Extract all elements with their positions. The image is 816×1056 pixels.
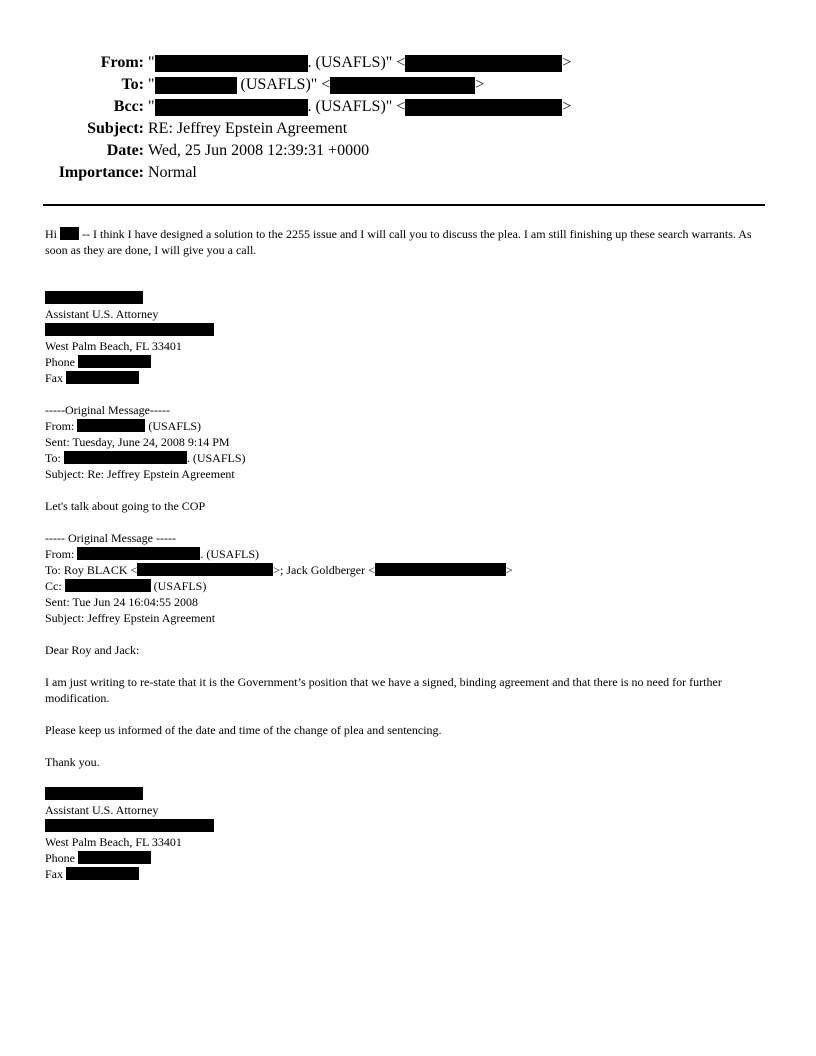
original-to: To: Roy BLACK < >; Jack Goldberger < > xyxy=(45,563,513,577)
signature-phone: Phone xyxy=(45,850,765,866)
bcc-org: . (USAFLS)" < xyxy=(307,98,406,115)
redaction-bar xyxy=(330,77,475,94)
redaction-bar xyxy=(65,579,151,592)
date-value: Wed, 25 Jun 2008 12:39:31 +0000 xyxy=(148,142,370,159)
redaction-bar xyxy=(155,99,308,116)
original-message-2 xyxy=(45,530,765,770)
importance-label: Importance: xyxy=(58,164,144,181)
original-from: From: . (USAFLS) xyxy=(45,547,260,561)
bcc-close: > xyxy=(562,98,572,115)
from-label: From: xyxy=(100,54,144,71)
redaction-bar xyxy=(155,55,308,72)
original-sent: Sent: Tue Jun 24 16:04:55 2008 xyxy=(45,595,199,609)
to-label: To: xyxy=(121,76,144,93)
letter-closing: Thank you. xyxy=(45,755,100,769)
original-subject: Subject: Jeffrey Epstein Agreement xyxy=(45,611,216,625)
to-quote: " xyxy=(148,76,155,93)
redaction-bar xyxy=(64,451,187,464)
original-subject: Subject: Re: Jeffrey Epstein Agreement xyxy=(45,467,235,481)
signature-title: Assistant U.S. Attorney xyxy=(45,803,159,817)
date-label: Date: xyxy=(106,142,144,159)
from-close: > xyxy=(562,54,572,71)
redaction-bar xyxy=(137,563,273,576)
redaction-bar xyxy=(405,99,562,116)
signature-city: West Palm Beach, FL 33401 xyxy=(45,835,182,849)
redaction-bar xyxy=(45,323,214,336)
subject-value: RE: Jeffrey Epstein Agreement xyxy=(148,120,348,137)
redaction-bar xyxy=(45,787,143,800)
original-to: To: . (USAFLS) xyxy=(45,451,246,465)
redaction-bar xyxy=(405,55,562,72)
redaction-bar xyxy=(66,867,139,880)
letter-paragraph-2: Please keep us informed of the date and time of the change of plea and sentencing. xyxy=(45,723,442,737)
signature-fax: Fax xyxy=(45,866,765,882)
redaction-bar xyxy=(45,291,143,304)
signature-city: West Palm Beach, FL 33401 xyxy=(45,339,182,353)
redaction-bar xyxy=(77,419,145,432)
importance-value: Normal xyxy=(148,164,197,181)
to-close: > xyxy=(475,76,485,93)
message-body xyxy=(45,226,765,882)
redaction-bar xyxy=(78,851,151,864)
letter-paragraph-1: I am just writing to re-state that it is the Government’s position that we have a signed, binding agreement and that there is no need for further modification. xyxy=(45,675,722,705)
signature-phone: Phone xyxy=(45,354,765,370)
signature-block xyxy=(45,290,765,386)
original-message-1 xyxy=(45,402,765,514)
redaction-bar xyxy=(155,77,237,94)
redaction-bar xyxy=(45,819,214,832)
signature-fax: Fax xyxy=(45,370,765,386)
bcc-label: Bcc: xyxy=(113,98,144,115)
redaction-bar xyxy=(78,355,151,368)
redaction-bar xyxy=(77,547,200,560)
from-org: . (USAFLS)" < xyxy=(307,54,406,71)
header-divider xyxy=(43,204,765,206)
original-cc: Cc: (USAFLS) xyxy=(45,579,207,593)
subject-label: Subject: xyxy=(87,120,144,137)
redaction-bar xyxy=(375,563,506,576)
redaction-bar xyxy=(66,371,139,384)
bcc-quote: " xyxy=(148,98,155,115)
signature-block xyxy=(45,786,765,882)
signature-title: Assistant U.S. Attorney xyxy=(45,307,159,321)
original-from: From: (USAFLS) xyxy=(45,419,202,433)
original-sent: Sent: Tuesday, June 24, 2008 9:14 PM xyxy=(45,435,230,449)
original-banner: ----- Original Message ----- xyxy=(45,531,176,545)
reply-paragraph: Hi -- I think I have designed a solution to the 2255 issue and I will call you to discuss the plea. I am still finishing up these search warrants. As soon as they are done, I will give you a call. xyxy=(45,227,752,257)
original-message-text: Let's talk about going to the COP xyxy=(45,499,206,513)
salutation: Dear Roy and Jack: xyxy=(45,643,140,657)
to-org: (USAFLS)" < xyxy=(236,76,331,93)
redaction-bar xyxy=(60,227,79,240)
from-quote: " xyxy=(148,54,155,71)
original-banner: -----Original Message----- xyxy=(45,403,170,417)
